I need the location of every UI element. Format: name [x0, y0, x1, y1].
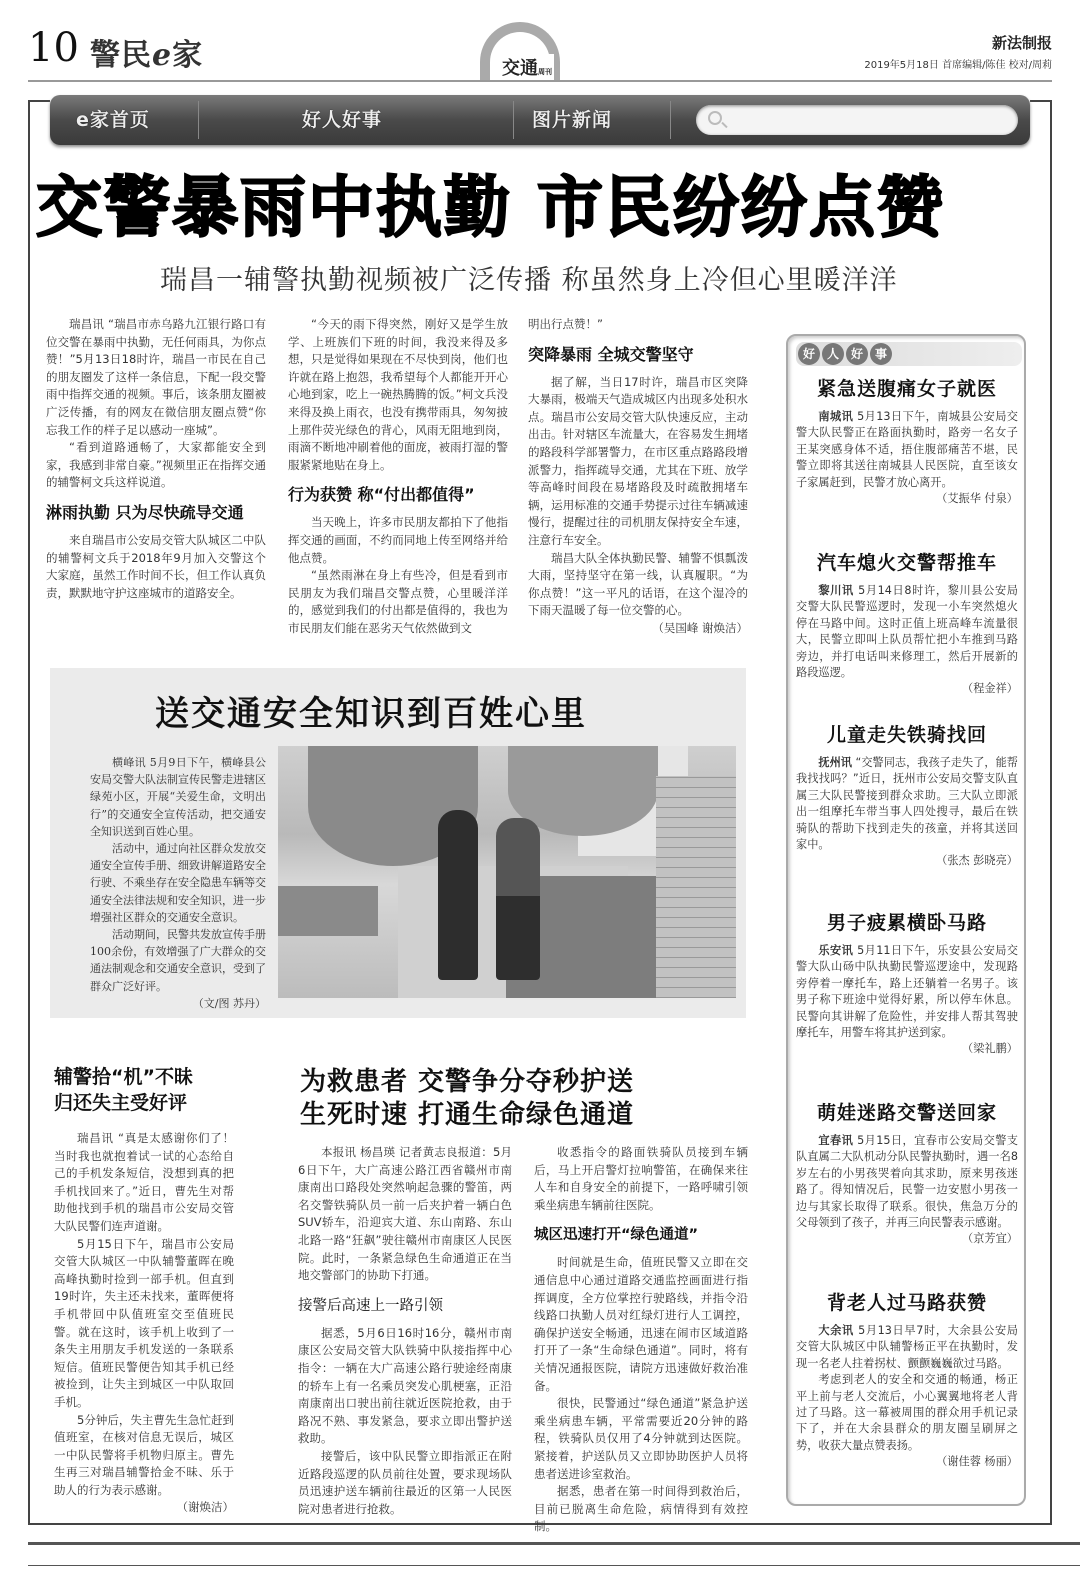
section-name: [90, 30, 203, 74]
item-lead: 宜春讯: [818, 1134, 854, 1147]
nav-good-deeds[interactable]: 好人好事: [302, 109, 383, 131]
byline: （张杰 彭晓亮）: [936, 854, 1018, 868]
paragraph: 时间就是生命，值班民警又立即在交通信息中心通过道路交通监控画面进行指挥调度，全方位掌控行驶路线，并指令沿线路口执勤人员对红绿灯进行人工调控，确保护送安全畅通，迅速在闹市区域道路打开了一条“生命绿色通道”。同时，将有关情况通报医院，请院方迅速做好救治准备。: [534, 1255, 748, 1393]
logo-small: 周刊: [538, 67, 552, 76]
section-name-suffix: 家: [172, 38, 204, 73]
item-text: 5月14日8时许，黎川县公安局交警大队民警巡逻时，发现一小车突然熄火停在马路中间。这时正值上班高峰车流量很大，民警立即叫上队员帮忙把小车推到马路旁边，并打电话叫来修理工，然后开展新的路段巡逻。: [796, 584, 1018, 680]
traffic-weekly-logo: [470, 22, 570, 82]
main-headline: 交警暴雨中执勤 市民纷纷点赞: [36, 169, 945, 246]
main-subhead: 瑞昌一辅警执勤视频被广泛传播 称虽然身上冷但心里暖洋洋: [160, 265, 898, 296]
paper-name: 新法制报: [991, 34, 1052, 52]
paragraph: 本报讯 杨昌瑛 记者黄志良报道：5月6日下午，大广高速公路江西省赣州市南康南出口路段处突然响起急骤的警笛，两名交警铁骑队员一前一后夹护着一辆白色SUV轿车，沿迎宾大道、东山南路、东山北路一路“狂飙”驶往赣州市南康区人民医院。此时，一条紧急绿色生命通道正在当地交警部门的协助下打通。: [298, 1145, 512, 1283]
good-deeds-badge: [796, 342, 1022, 366]
top-rule: [28, 80, 1052, 82]
nav-bar: [50, 95, 1030, 145]
photo-flowerbed: [278, 886, 378, 936]
sidebar-item: [796, 720, 1018, 870]
item-title: 男子疲累横卧马路: [826, 912, 987, 934]
search-icon: [708, 111, 722, 125]
item-text: 5月15日，宜春市公安局交警支队直属二大队机动分队民警执勤时，遇一名8岁左右的小男孩哭着向其求助，原来男孩迷路了。得知情况后，民警一边安慰小男孩一边与其家长取得了联系。很快，焦急万分的父母领到了孩子，并再三向民警表示感谢。: [796, 1134, 1018, 1230]
item-lead: 大余讯: [818, 1324, 854, 1337]
paragraph: “看到道路通畅了，大家都能安全到家，我感到非常自豪。”视频里正在指挥交通的辅警柯文兵这样说道。: [46, 440, 266, 490]
byline: （程金祥）: [962, 682, 1018, 696]
byline: （文/图 苏丹）: [192, 996, 266, 1010]
headline-line: 辅警拾“机”不昧: [54, 1066, 193, 1088]
paragraph: 据悉，患者在第一时间得到救治后，目前已脱离生命危险，病情得到有效控制。: [534, 1484, 748, 1534]
item-text: 5月13日早7时，大余县公安局交管大队城区中队辅警杨正平在执勤时，发现一名老人拄着拐杖、颤颤巍巍欲过马路。: [796, 1324, 1018, 1370]
badge-char: 人: [822, 343, 844, 365]
page-number: 10: [28, 25, 79, 71]
paragraph: 瑞昌讯 “真是太感谢你们了！当时我也就抱着试一试的心态给自己的手机发条短信，没想到真的把手机找回来了。”近日，曹先生对帮助他找到手机的瑞昌市公安局交管大队民警们连声道谢。: [54, 1131, 234, 1233]
feature-box: [50, 668, 746, 1018]
section-subhead: 接警后高速上一路引领: [298, 1297, 443, 1314]
headline-line: 为救患者 交警争分夺秒护送: [300, 1067, 635, 1097]
byline: （谢焕洁）: [176, 1500, 234, 1515]
item-title: 汽车熄火交警帮推车: [816, 552, 997, 574]
sidebar-item: [796, 1098, 1018, 1248]
badge-char: 好: [846, 343, 868, 365]
logo-text: [500, 54, 554, 80]
photo-resident: [496, 818, 540, 980]
sidebar-item: [796, 908, 1018, 1058]
section-subhead: 行为获赞 称“付出都值得”: [288, 485, 475, 505]
paragraph: 据悉，5月6日16时16分，赣州市南康区公安局交管大队铁骑中队接指挥中心指令：一辆在大广高速公路行驶途经南康的轿车上有一名乘员突发心肌梗塞，正沿南康南出口驶出前往就近医院抢救，由于路况不熟、事发紧急，要求立即出警护送救助。: [298, 1325, 512, 1446]
headline-line: 生死时速 打通生命绿色通道: [300, 1100, 635, 1130]
badge-char: 好: [798, 343, 820, 365]
badge-char: 事: [870, 343, 892, 365]
item-title: 萌娃迷路交警送回家: [816, 1102, 997, 1124]
rescue-story-col1: [298, 1144, 512, 1518]
paragraph: 横峰讯 5月9日下午，横峰县公安局交警大队法制宣传民警走进辖区绿苑小区，开展“关爱生命，文明出行”的交通安全宣传活动，把交通安全知识送到百姓心里。: [90, 756, 266, 838]
main-story-col2: [288, 316, 508, 638]
paragraph: 瑞昌大队全体执勤民警、辅警不惧瓢泼大雨，坚持坚守在第一线，认真履职。“为你点赞！”这一平凡的话语，在这个湿冷的下雨天温暖了每一位交警的心。: [528, 550, 748, 618]
bottom-rule: [28, 1542, 1080, 1545]
rescue-story-col2: [534, 1144, 748, 1536]
phone-story-headline: [54, 1064, 193, 1116]
sidebar-item: [796, 1288, 1018, 1471]
item-text: “交警同志，我孩子走失了，能帮我找找吗？”近日，抚州市公安局交警支队直属三大队民警接到群众求助。三大队立即派出一组摩托车带当事人四处搜寻，最后在铁骑队的帮助下找到走失的孩童，并将其送回家中。: [796, 756, 1018, 852]
paragraph: 收悉指令的路面铁骑队员接到车辆后，马上开启警灯拉响警笛，在确保来往人车和自身安全的前提下，一路呼啸引领乘坐病患车辆前往医院。: [534, 1145, 748, 1212]
item-lead: 抚州讯: [818, 756, 852, 769]
logo-title: 交通: [502, 58, 538, 79]
item-body: [796, 755, 1018, 853]
headline-line: 归还失主受好评: [54, 1092, 188, 1114]
photo-brick-wall: [656, 776, 736, 998]
item-text: 5月13日下午，南城县公安局交警大队民警正在路面执勤时，路旁一名女子王某突感身体不适，捂住腹部痛苦不堪，民警立即将其送往南城县人民医院，直至该女子家属赶到，民警才放心离开。: [796, 410, 1018, 489]
paragraph: “今天的雨下得突然，刚好又是学生放学、上班族们下班的时间，我没来得及多想，只是觉得如果现在不尽快到岗，他们也许就在路上抱怨，我希望每个人都能开开心心地到家，吃上一碗热腾腾的饭。”柯文兵没来得及换上雨衣，也没有携带雨具，匆匆披上那件荧光绿色的背心，风雨无阻地到岗，雨滴不断地冲刷着他的面庞，被雨打湿的警服紧紧地贴在身上。: [288, 317, 508, 472]
nav-home[interactable]: e家首页: [76, 109, 150, 131]
photo-police-officer: [438, 810, 478, 980]
item-body: [796, 1133, 1018, 1231]
item-body: [796, 583, 1018, 681]
paragraph: 当天晚上，许多市民朋友都拍下了他指挥交通的画面，不约而同地上传至网络并给他点赞。: [288, 515, 508, 565]
nav-divider: [513, 101, 514, 139]
phone-story-body: [54, 1130, 234, 1517]
rescue-story-headline: [300, 1066, 634, 1132]
good-deeds-sidebar: [786, 334, 1026, 1506]
bottom-rule: [28, 1565, 1080, 1566]
byline: （梁礼鹏）: [962, 1042, 1018, 1056]
feature-text: [90, 754, 266, 1012]
paragraph: 接警后，该中队民警立即指派正在附近路段巡逻的队员前往处置，要求现场队员迅速护送车辆前往最近的区第一人民医院对患者进行抢救。: [298, 1448, 512, 1516]
paragraph: 据了解，当日17时许，瑞昌市区突降大暴雨，极端天气造成城区内出现多处积水点。瑞昌市公安局交管大队快速反应，主动出击。针对辖区车流量大，在容易发生拥堵的路段科学部署警力，在市区重点路路段增派警力，指挥疏导交通，尤其在下班、放学等高峰时间段在易堵路段及时疏散拥堵车辆，运用标准的交通手势提示过往车辆减速慢行，提醒过往的司机朋友保持安全车速，注意行车安全。: [528, 374, 748, 547]
item-body: [796, 1323, 1018, 1372]
main-story-col3: [528, 316, 748, 638]
item-text: 5月11日下午，乐安县公安局交警大队山砀中队执勤民警巡逻途中，发现路旁停着一摩托车，路上还躺着一名男子。该男子称下班途中觉得好累，所以停车休息。民警向其讲解了危险性，并安排人帮其驾驶摩托车，用警车将其护送到家。: [796, 944, 1018, 1040]
item-lead: 黎川讯: [818, 584, 854, 597]
section-name-e: e: [152, 38, 173, 73]
paragraph: 很快，民警通过“绿色通道”紧急护送乘坐病患车辆，平常需要近20分钟的路程，铁骑队员仅用了4分钟就到达医院。紧接着，护送队员又立即协助医护人员将患者送进诊室救治。: [534, 1396, 748, 1481]
sidebar-item: [796, 548, 1018, 698]
section-subhead: 突降暴雨 全城交警坚守: [528, 344, 694, 364]
item-lead: 乐安讯: [818, 944, 854, 957]
item-body: [796, 409, 1018, 491]
paragraph: 明出行点赞！”: [528, 317, 603, 331]
paragraph: 5分钟后，失主曹先生急忙赶到值班室，在核对信息无误后，城区一中队民警将手机物归原主。曹先生再三对瑞昌辅警拾金不昧、乐于助人的行为表示感谢。: [54, 1412, 234, 1497]
frame-corner-right: [1030, 100, 1052, 102]
search-input[interactable]: [696, 105, 1018, 135]
paragraph: 5月15日下午，瑞昌市公安局交管大队城区一中队辅警董晖在晚高峰执勤时捡到一部手机。但直到19时许，失主还未找来，董晖便将手机带回中队值班室交至值班民警。就在这时，该手机上收到了一条失主用朋友手机发送的一条联系短信。值班民警便告知其手机已经被捡到，让失主到城区一中队取回手机。: [54, 1236, 234, 1409]
sidebar-item: [796, 374, 1018, 507]
feature-photo: [278, 746, 736, 998]
nav-divider: [198, 101, 199, 139]
section-subhead: 城区迅速打开“绿色通道”: [534, 1227, 699, 1244]
section-name-prefix: 警民: [90, 38, 152, 73]
paragraph: 活动中，通过向社区群众发放交通安全宣传手册、细致讲解道路安全行驶、不乘坐存在安全隐患车辆等交通安全法律法规和安全知识，进一步增强社区群众的交通安全意识。: [90, 842, 266, 924]
byline: （谢佳蓉 杨丽）: [936, 1455, 1018, 1469]
frame-corner-left: [28, 100, 50, 102]
feature-title: 送交通安全知识到百姓心里: [155, 694, 587, 734]
byline: （艾振华 付泉）: [936, 492, 1018, 506]
section-subhead: 淋雨执勤 只为尽快疏导交通: [46, 502, 244, 522]
dateline: 2019年5月18日 首席编辑/陈佳 校对/周莉: [864, 60, 1052, 71]
byline: （吴国峰 谢焕洁）: [652, 620, 748, 635]
paragraph: “虽然雨淋在身上有些冷，但是看到市民朋友为我们瑞昌交警点赞，心里暖洋洋的，感觉到我们的付出都是值得的，我也为市民朋友们能在恶劣天气依然做到文: [288, 568, 508, 635]
nav-divider: [670, 101, 671, 139]
item-lead: 南城讯: [818, 410, 854, 423]
byline: （京芳宜）: [962, 1232, 1018, 1246]
paragraph: 瑞昌讯 “瑞昌市赤乌路九江银行路口有位交警在暴雨中执勤，无任何雨具，为你点赞！”5月13日18时许，瑞昌一市民在自己的朋友圈发了这样一条信息，下配一段交警雨中指挥交通的视频。事后，该条朋友圈被广泛传播，有的网友在微信朋友圈点赞“你忘我工作的样子足以感动一座城”。: [46, 317, 266, 437]
item-title: 紧急送腹痛女子就医: [816, 378, 997, 400]
item-body: 考虑到老人的安全和交通的畅通，杨正平上前与老人交流后，小心翼翼地将老人背过了马路。这一幕被周围的群众用手机记录下了，并在大余县群众的朋友圈呈刷屏之势，收获大量点赞表扬。: [796, 1373, 1018, 1452]
item-body: [796, 943, 1018, 1041]
item-title: 儿童走失铁骑找回: [826, 724, 987, 746]
main-story-col1: [46, 316, 266, 602]
nav-photo-news[interactable]: 图片新闻: [532, 109, 613, 131]
paragraph: 活动期间，民警共发放宣传手册100余份，有效增强了广大群众的交通法制观念和交通安全意识，受到了群众广泛好评。: [90, 928, 266, 993]
paragraph: 来自瑞昌市公安局交管大队城区二中队的辅警柯文兵于2018年9月加入交警这个大家庭，虽然工作时间不长，但工作认真负责，默默地守护这座城市的道路安全。: [46, 532, 266, 600]
item-title: 背老人过马路获赞: [826, 1292, 987, 1314]
